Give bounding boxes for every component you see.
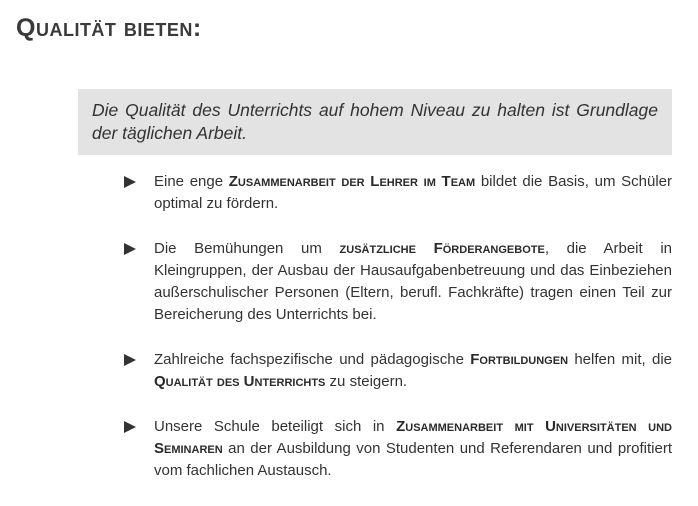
bullet-text — [154, 238, 672, 326]
bullet-emphasis: Fortbildungen — [470, 351, 569, 368]
bullet-segment: Unsere Schule beteiligt sich in — [154, 418, 397, 435]
bullet-text — [154, 171, 672, 215]
triangle-bullet-icon — [124, 421, 136, 433]
bullet-segment: an der Ausbildung von Studenten und Referendaren und profitiert vom fachlichen Austausch. — [154, 440, 672, 479]
bullet-emphasis: Zusammenarbeit mit Universitäten und Seminaren — [154, 418, 672, 457]
bullet-segment: Eine enge — [154, 173, 229, 190]
bullet-segment: , die Arbeit in Kleingruppen, der Ausbau der Hausaufgabenbetreuung und das Einbeziehen außerschulischer Personen (Eltern, berufl. Fachkräfte) tragen einen Teil zur Bereicherung des Unterrichts bei. — [154, 240, 672, 323]
bullet-emphasis: zusätzliche Förderangebote — [339, 240, 545, 257]
bullet-segment: helfen mit, die — [568, 351, 672, 368]
bullet-text — [154, 416, 672, 482]
bullet-segment: Die Bemühungen um — [154, 240, 340, 257]
bullet-emphasis: Qualität des Unterrichts — [154, 373, 326, 390]
bullet-segment: Zahlreiche fachspezifische und pädagogische — [154, 351, 471, 368]
list-item — [124, 416, 672, 482]
bullet-segment: zu steigern. — [325, 373, 408, 390]
triangle-bullet-icon — [124, 243, 136, 255]
bullet-list — [124, 171, 672, 505]
list-item — [124, 171, 672, 215]
triangle-bullet-icon — [124, 354, 136, 366]
bullet-segment: bildet die Basis, um Schüler optimal zu fördern. — [154, 173, 672, 212]
intro-text: Die Qualität des Unterrichts auf hohem Niveau zu halten ist Grundlage der täglichen Arbeit. — [92, 100, 658, 143]
triangle-bullet-icon — [124, 176, 136, 188]
bullet-emphasis: Zusammenarbeit der Lehrer im Team — [228, 173, 476, 190]
list-item — [124, 238, 672, 326]
intro-box — [78, 89, 672, 155]
page-title: Qualität bieten: — [16, 14, 202, 42]
bullet-text — [154, 349, 672, 393]
list-item — [124, 349, 672, 393]
